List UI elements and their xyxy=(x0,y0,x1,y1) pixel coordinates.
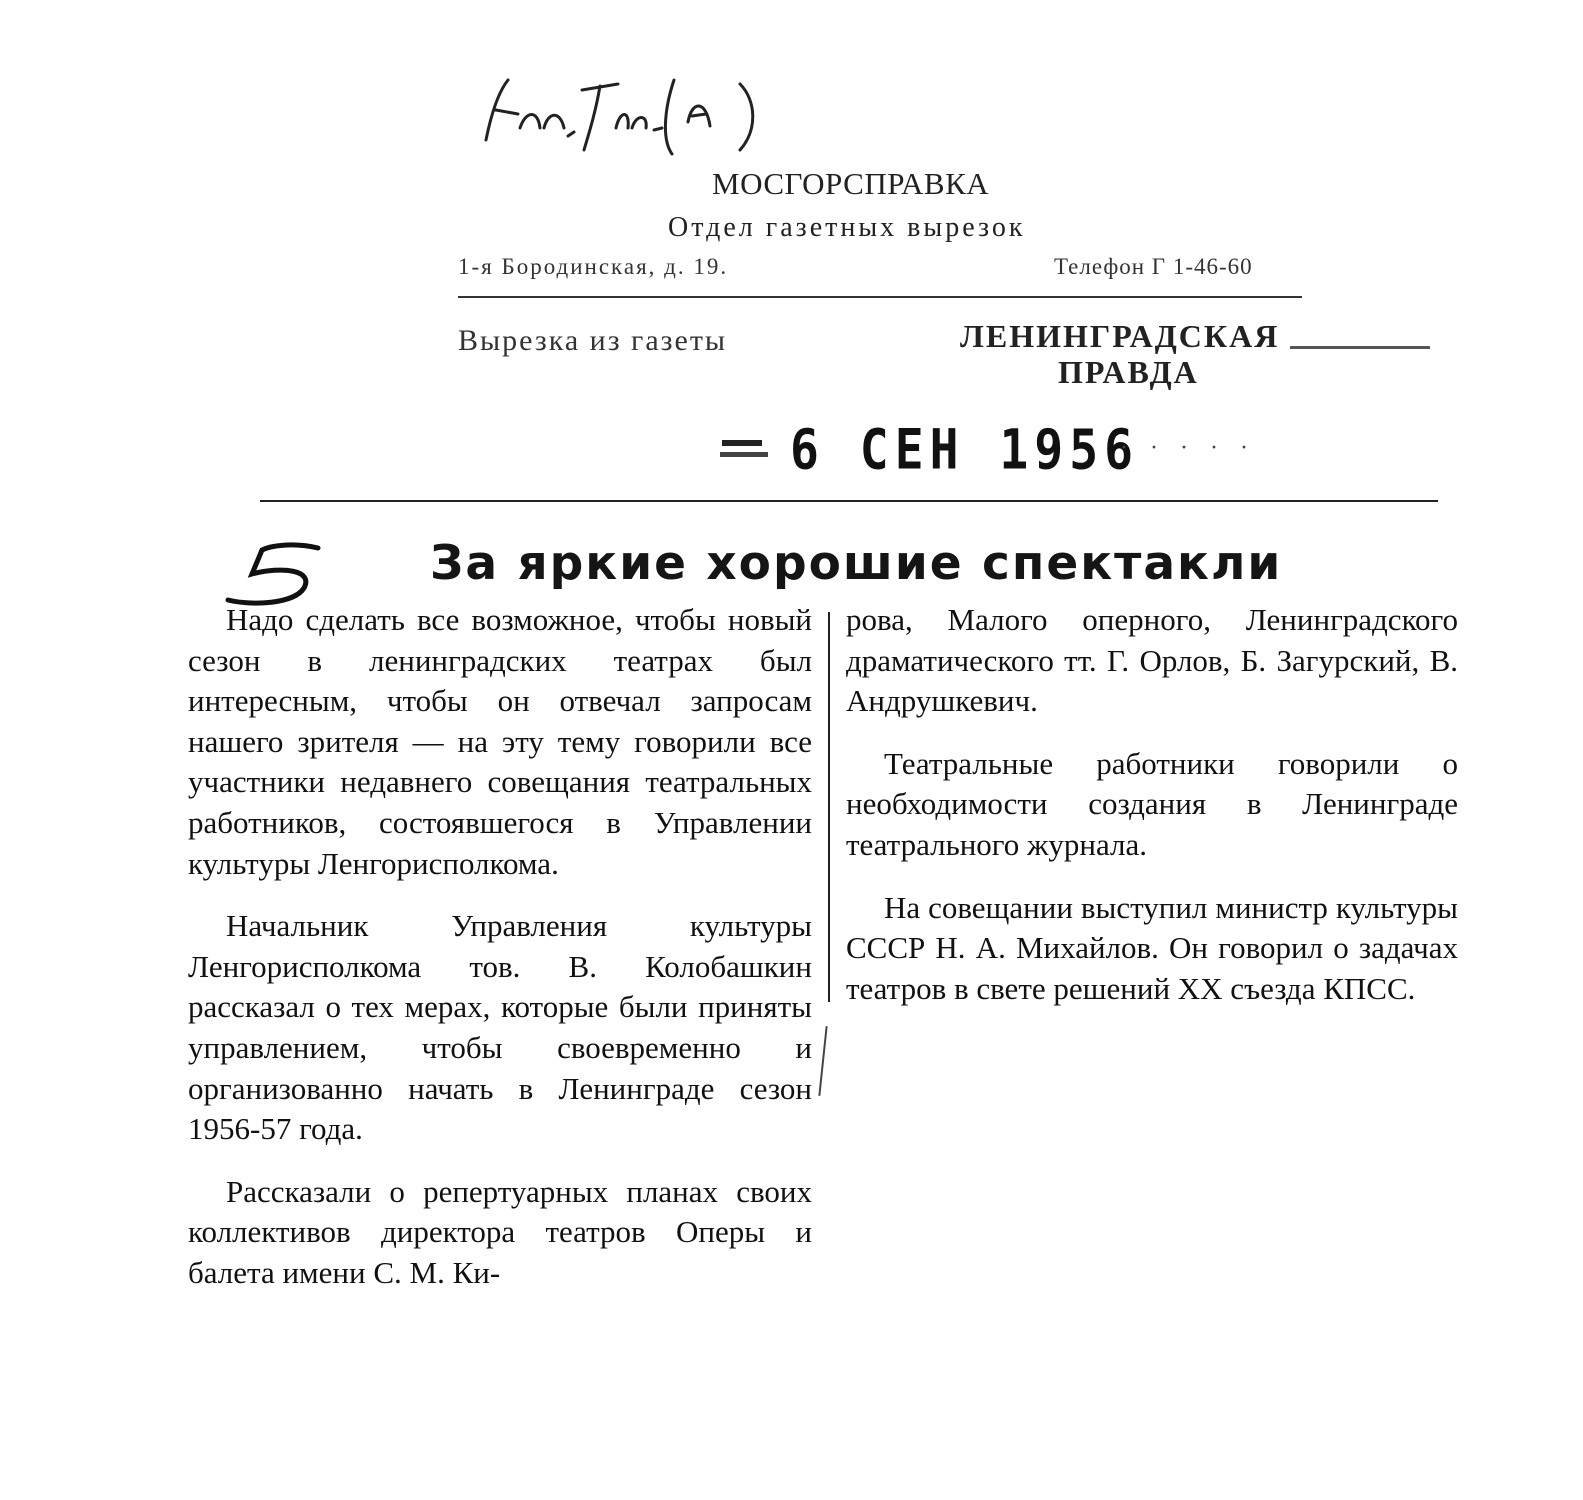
newspaper-name xyxy=(960,318,1360,390)
newspaper-name-line2: ПРАВДА xyxy=(1058,354,1199,390)
column-divider-fragment xyxy=(818,1026,827,1096)
handwritten-number-value: 5 xyxy=(222,527,230,544)
header-divider xyxy=(458,296,1302,298)
newspaper-underline xyxy=(1290,346,1430,349)
paragraph: Надо сделать все возможное, чтобы новый сезон в ленинградских театрах был интересным, чтобы он отвечал запросам нашего зрителя — на эту тему говорили все участники недавнего совещания театральных работников, состоявшегося в Управлении культуры Ленгорисполкома. xyxy=(188,602,812,881)
phone: Телефон Г 1-46-60 xyxy=(1054,254,1253,279)
paragraph: На совещании выступил министр культуры СССР Н. А. Михайлов. Он говорил о задачах театров в свете решений XX съезда КПСС. xyxy=(846,889,1458,1006)
organization-name: МОСГОРСПРАВКА xyxy=(712,166,990,201)
paragraph: Начальник Управления культуры Ленгорисполкома тов. В. Колобашкин рассказал о тех мерах, которые были приняты управлением, чтобы своевременно и организованно начать в Ленинграде сезон 1956-57 года. xyxy=(188,908,812,1147)
article-column-left xyxy=(188,600,812,1294)
clipping-label: Вырезка из газеты xyxy=(458,324,728,357)
clipping-divider xyxy=(260,500,1438,502)
newspaper-name-line1: ЛЕНИНГРАДСКАЯ xyxy=(960,318,1280,354)
paragraph: Театральные работники говорили о необходимости создания в Ленинграде театрального журнала. xyxy=(846,745,1458,862)
department-name: Отдел газетных вырезок xyxy=(668,212,1026,243)
article-headline: За яркие хорошие спектакли xyxy=(430,536,1283,591)
date-stamp: 6 СЕН 1956 xyxy=(790,418,1139,483)
handwritten-note-drawing xyxy=(478,70,798,160)
article-column-right xyxy=(846,600,1458,1009)
paragraph: рова, Малого оперного, Ленинградского драматического тт. Г. Орлов, Б. Загурский, В. Андрушкевич. xyxy=(846,602,1458,719)
handwritten-note xyxy=(478,70,798,160)
paragraph: Рассказали о репертуарных планах своих коллективов директора театров Оперы и балета имени С. М. Ки- xyxy=(188,1173,812,1290)
stamp-smudge-icon xyxy=(718,432,772,466)
date-stamp-dots: ····· xyxy=(1120,435,1270,461)
address: 1-я Бородинская, д. 19. xyxy=(458,254,729,279)
column-divider xyxy=(828,612,830,1002)
